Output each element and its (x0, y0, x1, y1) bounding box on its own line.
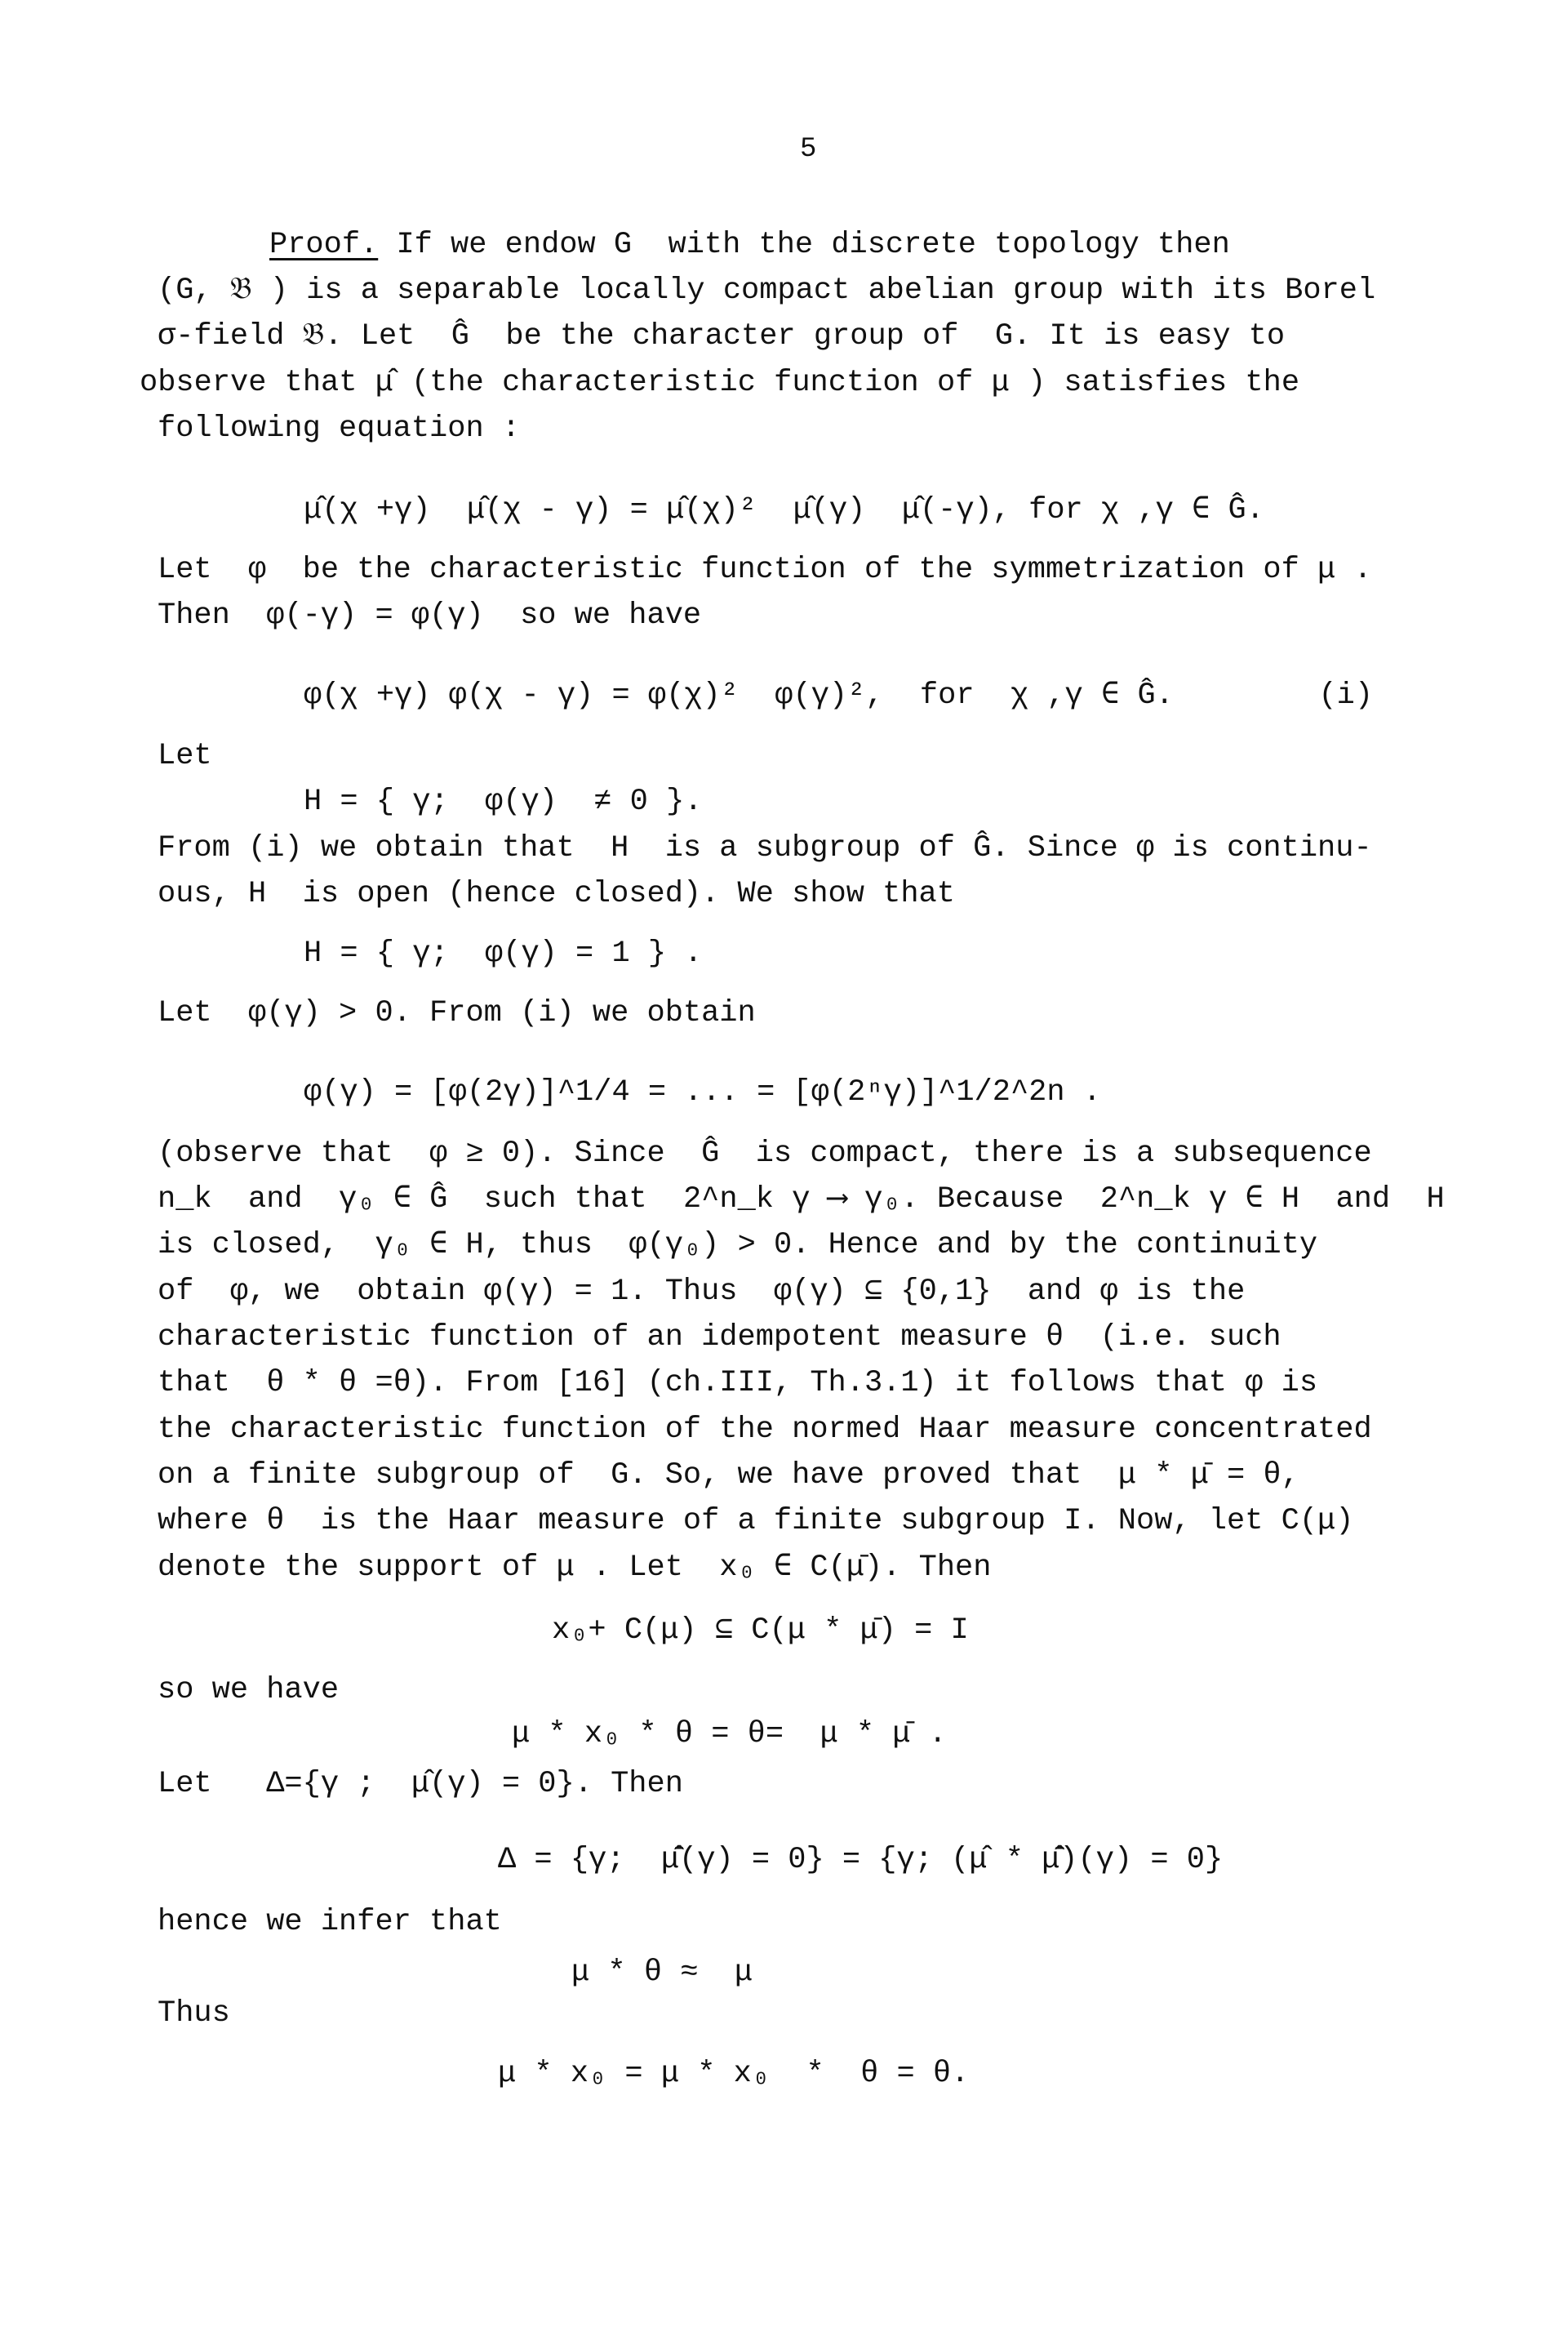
text-line-4: observe that μ̂ (the characteristic function of μ ) satisfies the (140, 366, 1300, 400)
text-line-2: (G, 𝔅 ) is a separable locally compact abelian group with its Borel (158, 274, 1376, 308)
text-line-28: so we have (158, 1673, 340, 1707)
text-line-1-body: If we endow G with the discrete topology then (378, 228, 1230, 262)
text-line-25: where θ is the Haar measure of a finite subgroup I. Now, let C(μ) (158, 1504, 1354, 1538)
text-line-19: is closed, γ₀ ∈ H, thus φ(γ₀) > 0. Hence and by the continuity (158, 1228, 1318, 1262)
equation-final: μ * x₀ = μ * x₀ * θ = θ. (498, 2057, 970, 2091)
text-line-24: on a finite subgroup of G. So, we have proved that μ * μ̄ = θ, (158, 1458, 1299, 1493)
text-line-23: the characteristic function of the normed Haar measure concentrated (158, 1413, 1372, 1447)
text-line-17: (observe that φ ≥ 0). Since Ĝ is compact, there is a subsequence (158, 1137, 1372, 1171)
text-line-7: Let φ be the characteristic function of the symmetrization of μ . (158, 553, 1372, 587)
equation-h-def: H = { γ; φ(γ) ≠ 0 }. (304, 785, 703, 819)
text-line-13: ous, H is open (hence closed). We show that (158, 877, 955, 911)
proof-label: Proof. (269, 228, 379, 262)
text-line-22: that θ * θ =θ). From [16] (ch.III, Th.3.1) it follows that φ is (158, 1366, 1318, 1400)
text-line-10: Let (158, 739, 212, 773)
text-line-15: Let φ(γ) > 0. From (i) we obtain (158, 996, 756, 1030)
text-line-8: Then φ(-γ) = φ(γ) so we have (158, 598, 702, 633)
text-line-20: of φ, we obtain φ(γ) = 1. Thus φ(γ) ⊆ {0,1} and φ is the (158, 1275, 1246, 1309)
page-number: 5 (800, 134, 817, 165)
text-line-3: σ-field 𝔅. Let Ĝ be the character group of G. It is easy to (158, 319, 1286, 354)
text-line-21: characteristic function of an idempotent measure θ (i.e. such (158, 1320, 1281, 1355)
text-line-26: denote the support of μ . Let x₀ ∈ C(μ̄). Then (158, 1551, 992, 1585)
equation-delta: Δ = {γ; μ̄̂(γ) = 0} = {γ; (μ̂ * μ̄̂)(γ) = 0} (498, 1843, 1224, 1877)
equation-h-one: H = { γ; φ(γ) = 1 } . (304, 937, 703, 971)
equation-1: μ̂(χ +γ) μ̂(χ - γ) = μ̂(χ)² μ̂(γ) μ̂(-γ), for χ ,γ ∈ Ĝ. (304, 493, 1264, 527)
text-line-18: n_k and γ₀ ∈ Ĝ such that 2^n_k γ ⟶ γ₀. Because 2^n_k γ ∈ H and H (158, 1182, 1445, 1217)
text-line-12: From (i) we obtain that H is a subgroup of Ĝ. Since φ is continu- (158, 831, 1372, 865)
equation-i: φ(χ +γ) φ(χ - γ) = φ(χ)² φ(γ)², for χ ,γ ∈ Ĝ. (i) (304, 679, 1374, 713)
equation-mu-theta: μ * θ ≈ μ (571, 1955, 753, 1990)
text-line-1 (269, 230, 1230, 260)
equation-convolution: μ * x₀ * θ = θ= μ * μ̄ . (512, 1717, 947, 1751)
equation-power: φ(γ) = [φ(2γ)]^1/4 = ... = [φ(2ⁿγ)]^1/2^2n . (304, 1075, 1101, 1110)
equation-support: x₀+ C(μ) ⊆ C(μ * μ̄) = I (552, 1613, 969, 1648)
text-line-5: following equation : (158, 412, 521, 446)
text-line-32: hence we infer that (158, 1905, 502, 1939)
text-line-30: Let Δ={γ ; μ̂(γ) = 0}. Then (158, 1767, 683, 1801)
text-line-34: Thus (158, 1996, 230, 2031)
